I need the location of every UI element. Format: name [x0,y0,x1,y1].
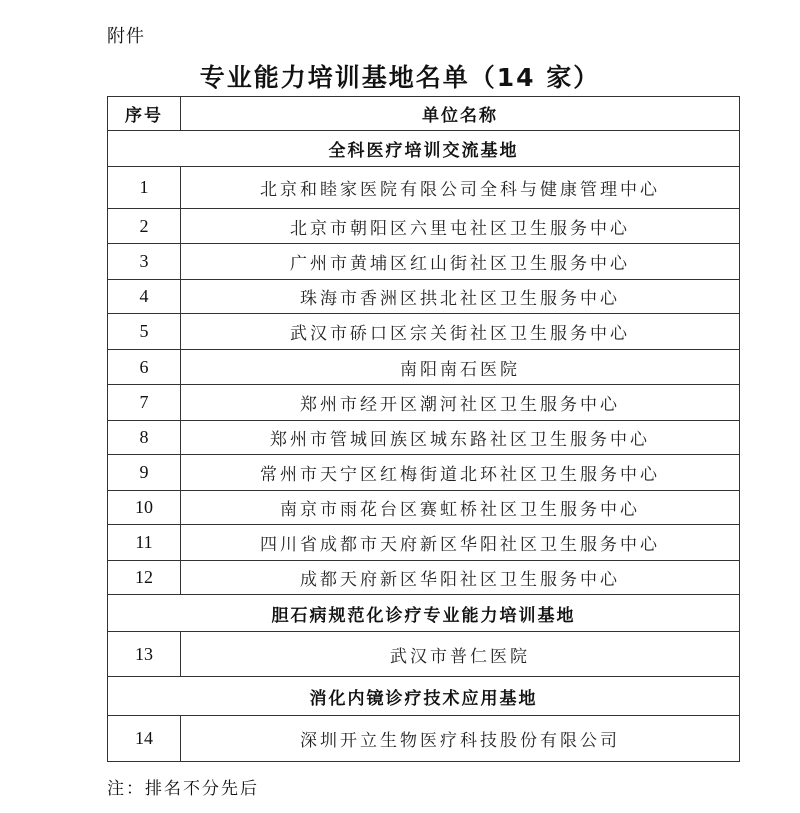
row-number: 11 [108,525,181,561]
group-name: 消化内镜诊疗技术应用基地 [108,677,740,716]
row-number: 6 [108,350,181,385]
row-unit-name: 广州市黄埔区红山街社区卫生服务中心 [181,244,740,280]
table-row [108,632,740,677]
table-row [108,350,740,385]
row-unit-name: 珠海市香洲区拱北社区卫生服务中心 [181,280,740,314]
row-unit-name: 武汉市硚口区宗关街社区卫生服务中心 [181,314,740,350]
base-list-table [107,96,740,762]
row-number: 14 [108,716,181,762]
row-unit-name: 四川省成都市天府新区华阳社区卫生服务中心 [181,525,740,561]
table-row [108,167,740,209]
table-row [108,244,740,280]
row-number: 7 [108,385,181,421]
row-number: 5 [108,314,181,350]
group-name: 胆石病规范化诊疗专业能力培训基地 [108,595,740,632]
table-row [108,280,740,314]
row-unit-name: 成都天府新区华阳社区卫生服务中心 [181,561,740,595]
attachment-label: 附件 [107,26,145,47]
table-row [108,561,740,595]
row-number: 3 [108,244,181,280]
row-number: 9 [108,455,181,491]
row-number: 1 [108,167,181,209]
group-header-row [108,595,740,632]
row-number: 12 [108,561,181,595]
table-row [108,455,740,491]
row-number: 2 [108,209,181,244]
row-unit-name: 郑州市管城回族区城东路社区卫生服务中心 [181,421,740,455]
row-unit-name: 北京市朝阳区六里屯社区卫生服务中心 [181,209,740,244]
row-number: 13 [108,632,181,677]
row-unit-name: 深圳开立生物医疗科技股份有限公司 [181,716,740,762]
row-unit-name: 武汉市普仁医院 [181,632,740,677]
table-row [108,491,740,525]
header-unit-name: 单位名称 [181,97,740,131]
table-row [108,716,740,762]
group-name: 全科医疗培训交流基地 [108,131,740,167]
table-row [108,314,740,350]
table-row [108,525,740,561]
group-header-row [108,677,740,716]
row-number: 8 [108,421,181,455]
table-row [108,421,740,455]
row-unit-name: 南京市雨花台区赛虹桥社区卫生服务中心 [181,491,740,525]
row-number: 10 [108,491,181,525]
footnote: 注：排名不分先后 [107,779,259,799]
table-row [108,209,740,244]
row-number: 4 [108,280,181,314]
group-header-row [108,131,740,167]
header-index: 序号 [108,97,181,131]
row-unit-name: 北京和睦家医院有限公司全科与健康管理中心 [181,167,740,209]
document-title: 专业能力培训基地名单（14 家） [199,63,601,92]
table-row [108,385,740,421]
table-header-row [108,97,740,131]
row-unit-name: 南阳南石医院 [181,350,740,385]
row-unit-name: 常州市天宁区红梅街道北环社区卫生服务中心 [181,455,740,491]
row-unit-name: 郑州市经开区潮河社区卫生服务中心 [181,385,740,421]
